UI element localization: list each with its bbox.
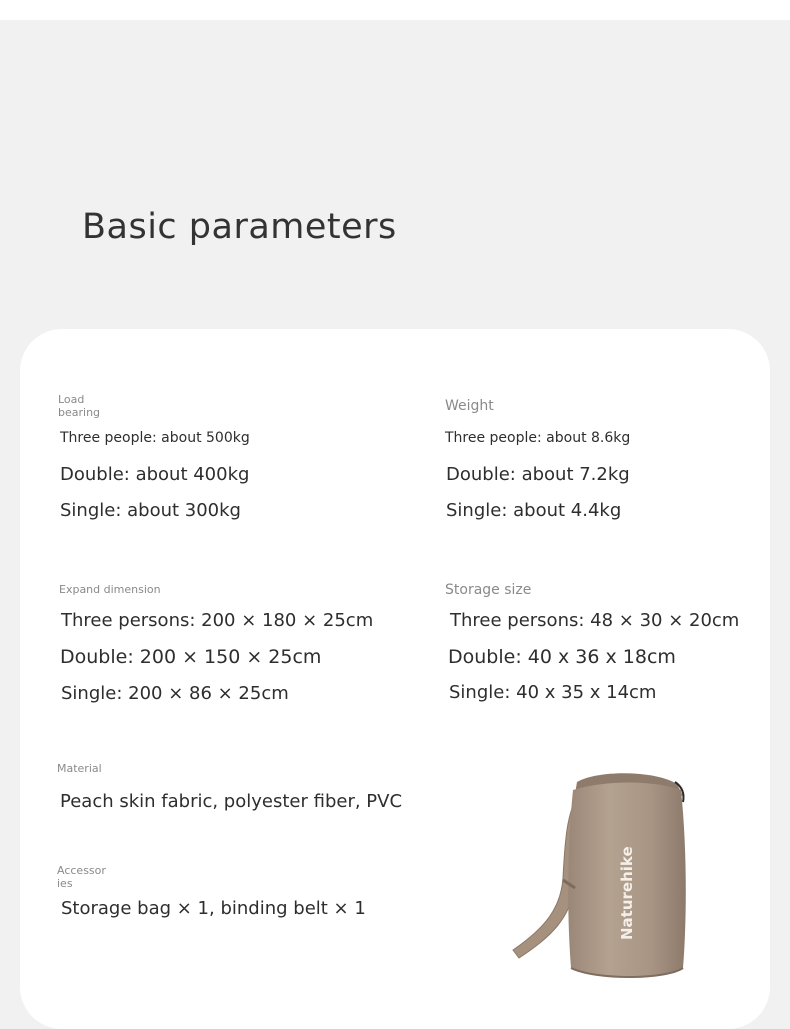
load-single-value: Single: about 300kg <box>60 500 241 521</box>
page-title: Basic parameters <box>82 207 397 248</box>
storage-three-value: Three persons: 48 × 30 × 20cm <box>450 610 740 631</box>
load-three-value: Three people: about 500kg <box>60 430 250 446</box>
storage-bag-image <box>505 768 695 988</box>
load-bearing-label-line2: bearing <box>58 406 101 419</box>
material-label: Material <box>57 762 102 775</box>
expand-double-value: Double: 200 × 150 × 25cm <box>60 646 322 668</box>
material-value: Peach skin fabric, polyester fiber, PVC <box>60 791 403 812</box>
expand-three-value: Three persons: 200 × 180 × 25cm <box>61 610 374 631</box>
weight-three-value: Three people: about 8.6kg <box>445 430 631 446</box>
weight-label: Weight <box>445 398 494 414</box>
bag-brand-text: Naturehike <box>618 846 636 940</box>
accessories-label <box>57 864 106 890</box>
load-double-value: Double: about 400kg <box>60 464 250 485</box>
load-bearing-label <box>58 393 100 419</box>
weight-double-value: Double: about 7.2kg <box>446 464 630 485</box>
top-strip <box>0 0 790 20</box>
accessories-label-line1: Accessor <box>57 864 106 877</box>
storage-double-value: Double: 40 x 36 x 18cm <box>448 646 676 668</box>
storage-size-label: Storage size <box>445 582 532 598</box>
accessories-label-line2: ies <box>57 877 73 890</box>
load-bearing-label-line1: Load <box>58 393 85 406</box>
expand-dimension-label: Expand dimension <box>59 583 161 596</box>
weight-single-value: Single: about 4.4kg <box>446 500 622 521</box>
storage-single-value: Single: 40 x 35 x 14cm <box>449 682 657 703</box>
accessories-value: Storage bag × 1, binding belt × 1 <box>61 898 366 919</box>
expand-single-value: Single: 200 × 86 × 25cm <box>61 683 289 704</box>
